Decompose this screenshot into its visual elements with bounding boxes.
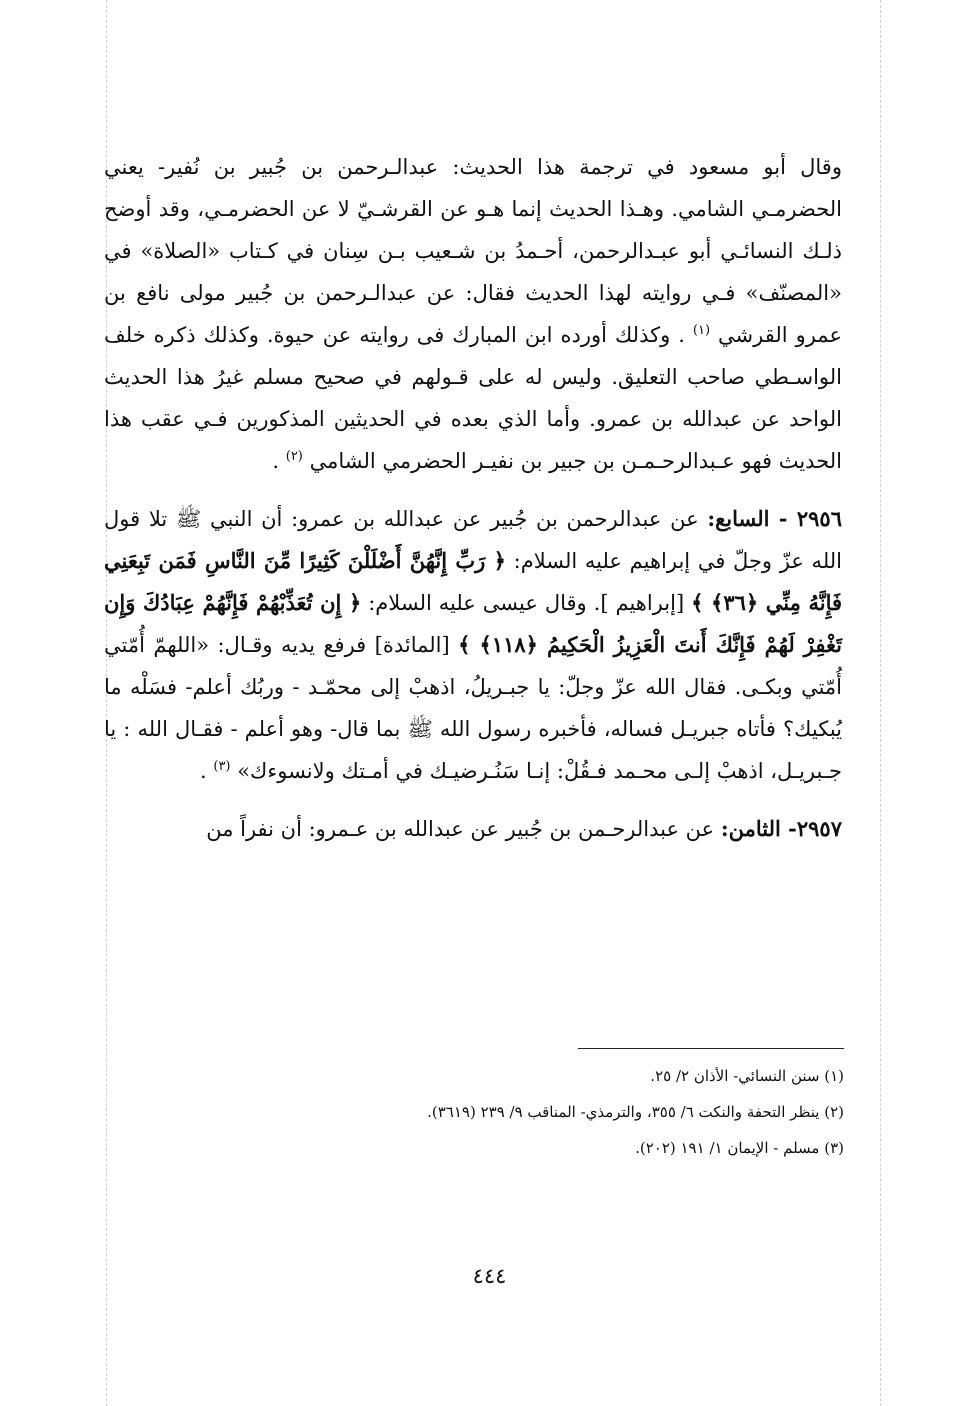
footnotes [104,1058,844,1166]
entry-text: [إبراهيم ]. وقال عيسى عليه السلام: [361,591,685,615]
footnote-1: (١) سنن النسائي- الأذان ٢/ ٢٥. [650,1067,844,1085]
margin-guide-right [880,0,881,1406]
main-text [104,146,842,850]
hadith-entry-2956 [104,498,842,792]
quran-verse: ﴿ إِن تُعَذِّبْهُمْ فَإِنَّهُمْ عِبَادُكَ وَإِن تَغْفِرْ لَهُمْ فَإِنَّكَ أَنتَ الْعَزِيزُ الْحَكِيمُ ﴿١١٨﴾ ﴾ [104,590,842,657]
entry-text: [المائدة] فرفع يديه وقـال: «اللهمّ أُمّتي أُمّتي وبكـى. فقال الله عزّ وجلّ: يا جبـريلُ، اذهبْ إلى محمّـد - وربُك أعلم- فسَلْه ما يُبكيك؟ فأتاه جبريـل فساله، فأخبره رسول الله ﷺ بما قال- وهو أعلم - فقـال الله : يا جـبريـل، اذهبْ إلـى محـمد فـقُلْ: إنـا سَنُـرضيـك في أمـتك ولانسوءك» [104,633,842,783]
footnote-ref-3[interactable]: (٣) [213,759,231,774]
paragraph-text: . [272,449,280,473]
entry-text: عن عبدالرحـمن بن جُبير عن عبدالله بن عـمرو: أن نفراً من [206,817,715,841]
paragraph-intro [104,146,842,482]
entry-text: . [199,759,207,783]
footnote-divider [578,1048,844,1049]
entry-number: ٢٩٥٦ - السابع: [707,506,842,531]
entry-number: ٢٩٥٧- الثامن: [720,816,842,841]
footnote-2: (٢) ينظر التحفة والنكت ٦/ ٣٥٥، والترمذي- المناقب ٩/ ٢٣٩ (٣٦١٩). [427,1103,844,1121]
footnote-3: (٣) مسلم - الإيمان ١/ ١٩١ (٢٠٢). [635,1139,844,1157]
footnote-ref-1[interactable]: (١) [692,323,711,338]
footnote-ref-2[interactable]: (٢) [285,449,303,464]
paragraph-text: وقال أبو مسعود في ترجمة هذا الحديث: عبدالـرحمن بن جُبير بن نُفير- يعني الحضرمـي الشامي. وهـذا الحديث إنما هـو عن القرشـيّ لا عن الحضرمـي، وقد أوضح ذلـك النسائـي أبو عبـدالرحمن، أحـمدُ بن شـعيب بـن سِنان في كـتاب «الصلاة» في «المصنّف» فـي روايته لهذا الحديث فقال: عن عبدالـرحمن بن جُبير مولى نافع بن عمرو القرشي [104,155,842,347]
quran-verse: ﴿ رَبِّ إِنَّهُنَّ أَضْلَلْنَ كَثِيرًا مِّنَ النَّاسِ فَمَن تَبِعَنِي فَإِنَّهُ مِنِّي ﴿٣٦﴾ ﴾ [104,548,843,615]
hadith-entry-2957 [104,808,842,850]
entry-text: عن عبدالرحمن بن جُبير عن عبدالله بن عمرو: أن النبي ﷺ تلا قول الله عزّ وجلّ في إبراهيم عليه السلام: [104,507,842,573]
paragraph-text: . وكذلك أورده ابن المبارك فى روايته عن حيوة. وكذلك ذكره خلف الواسـطي صاحب التعليق. وليس له على قـولهم في صحيح مسلم غيرُ هذا الحديث الواحد عن عبدالله بن عمرو. وأما الذي بعده في الحديثين المذكورين فـي عقب هذا الحديث فهو عـبدالرحـمـن بن جبير بن نفيـر الحضرمي الشامي [104,323,842,473]
page-number: ٤٤٤ [472,1264,507,1288]
